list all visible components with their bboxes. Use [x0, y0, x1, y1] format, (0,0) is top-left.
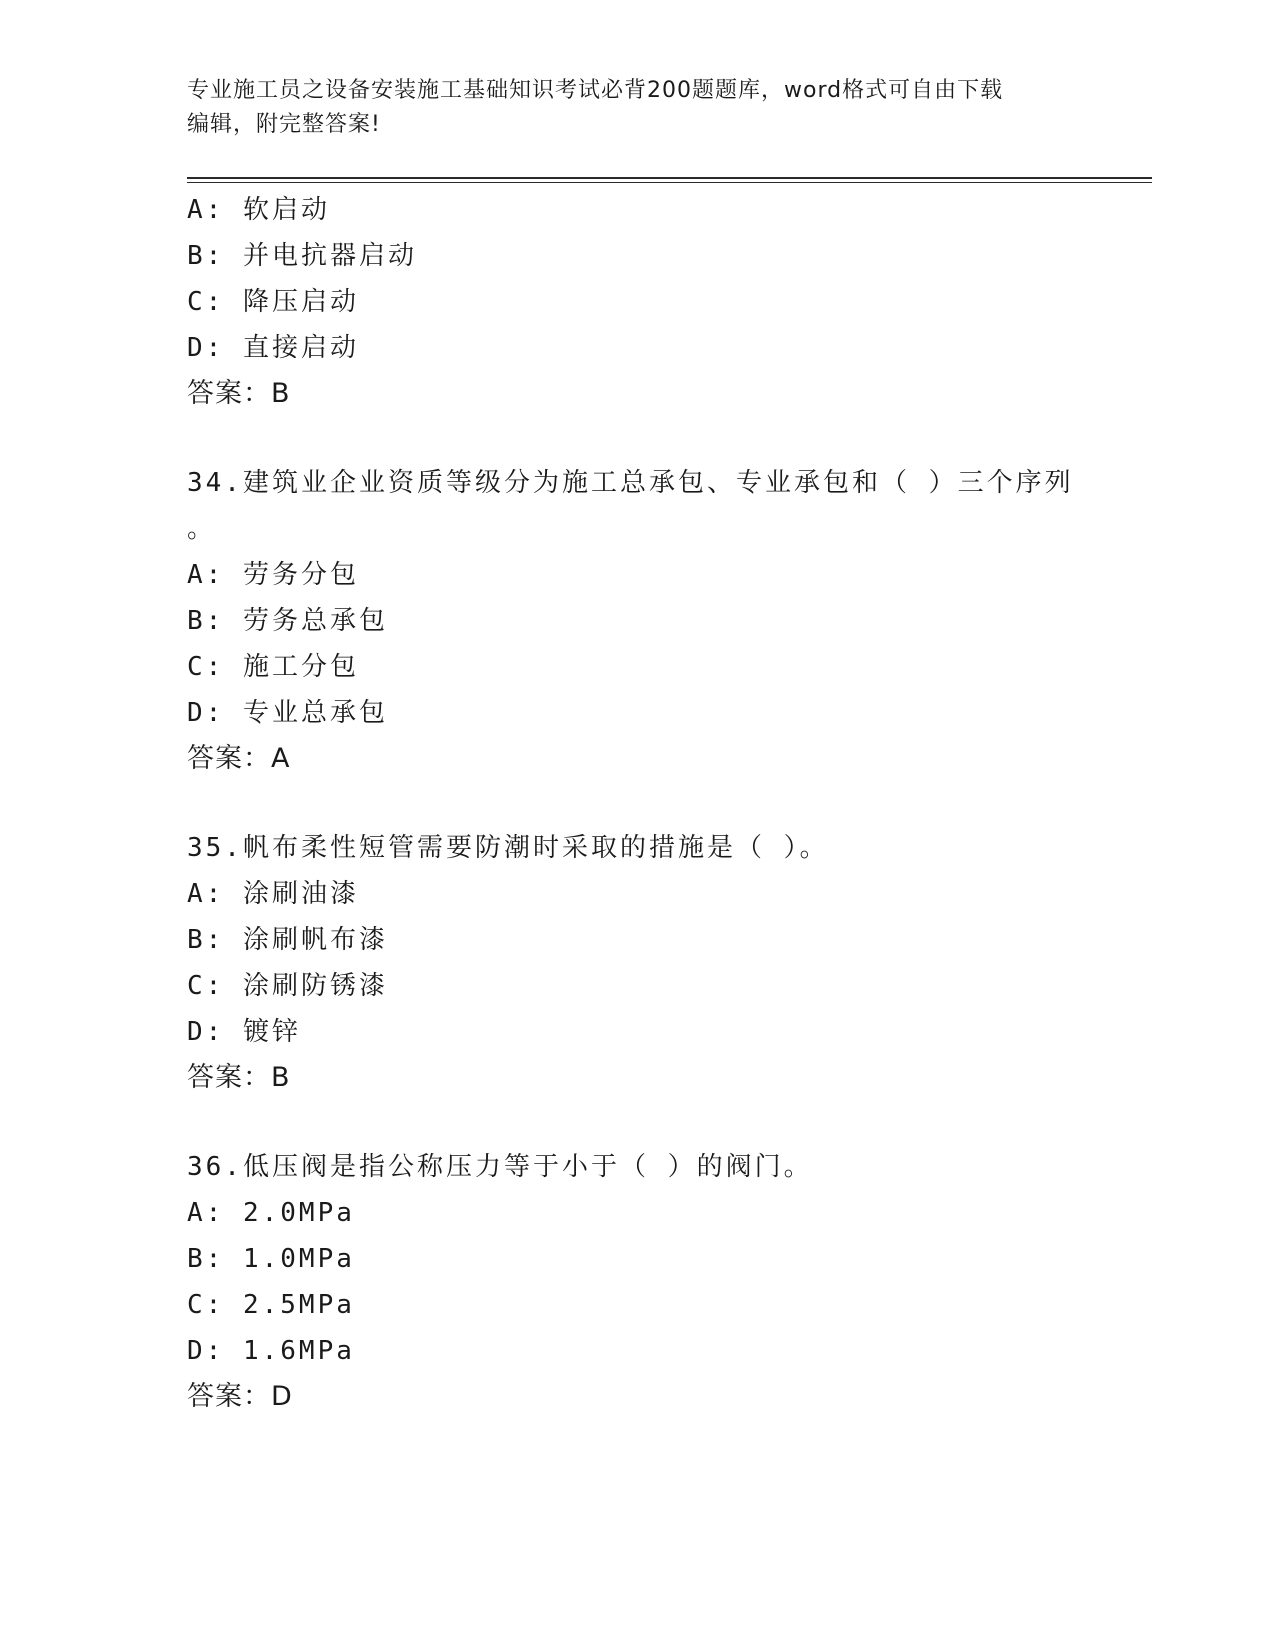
spacer	[187, 1101, 1117, 1144]
header-line-1: 专业施工员之设备安装施工基础知识考试必背200题题库，word格式可自由下载	[187, 78, 1004, 103]
option-b: B: 劳务总承包	[187, 606, 388, 636]
answer-line: 答案：B	[187, 1062, 291, 1093]
question-stem: 36.低压阀是指公称压力等于小于（ ）的阀门。	[187, 1152, 813, 1182]
answer-line: 答案：D	[187, 1381, 293, 1412]
answer-line: 答案：A	[187, 743, 291, 774]
option-d: D: 专业总承包	[187, 698, 388, 728]
option-b: B: 涂刷帆布漆	[187, 925, 388, 955]
question-35	[187, 825, 1117, 1101]
header-line-2: 编辑，附完整答案!	[187, 112, 381, 137]
answer-line: 答案：B	[187, 378, 291, 409]
spacer	[187, 782, 1117, 825]
option-c: C: 施工分包	[187, 652, 359, 682]
document-header	[187, 74, 1087, 142]
question-stem: 34.建筑业企业资质等级分为施工总承包、专业承包和（ ）三个序列	[187, 468, 1074, 498]
option-b: B: 并电抗器启动	[187, 241, 417, 271]
option-c: C: 2.5MPa	[187, 1290, 355, 1320]
option-c: C: 涂刷防锈漆	[187, 971, 388, 1001]
spacer	[187, 417, 1117, 460]
option-d: D: 直接启动	[187, 333, 359, 363]
header-divider-thick	[187, 177, 1152, 179]
option-d: D: 镀锌	[187, 1017, 301, 1047]
question-33	[187, 187, 1117, 417]
option-a: A: 2.0MPa	[187, 1198, 355, 1228]
option-c: C: 降压启动	[187, 287, 359, 317]
header-divider-thin	[187, 182, 1152, 183]
question-34	[187, 460, 1117, 782]
option-a: A: 劳务分包	[187, 560, 359, 590]
option-d: D: 1.6MPa	[187, 1336, 355, 1366]
question-stem-continuation: 。	[187, 514, 217, 544]
option-b: B: 1.0MPa	[187, 1244, 355, 1274]
question-stem: 35.帆布柔性短管需要防潮时采取的措施是（ ）。	[187, 833, 829, 863]
option-a: A: 涂刷油漆	[187, 879, 359, 909]
option-a: A: 软启动	[187, 195, 330, 225]
question-36	[187, 1144, 1117, 1420]
question-list	[187, 187, 1117, 1420]
